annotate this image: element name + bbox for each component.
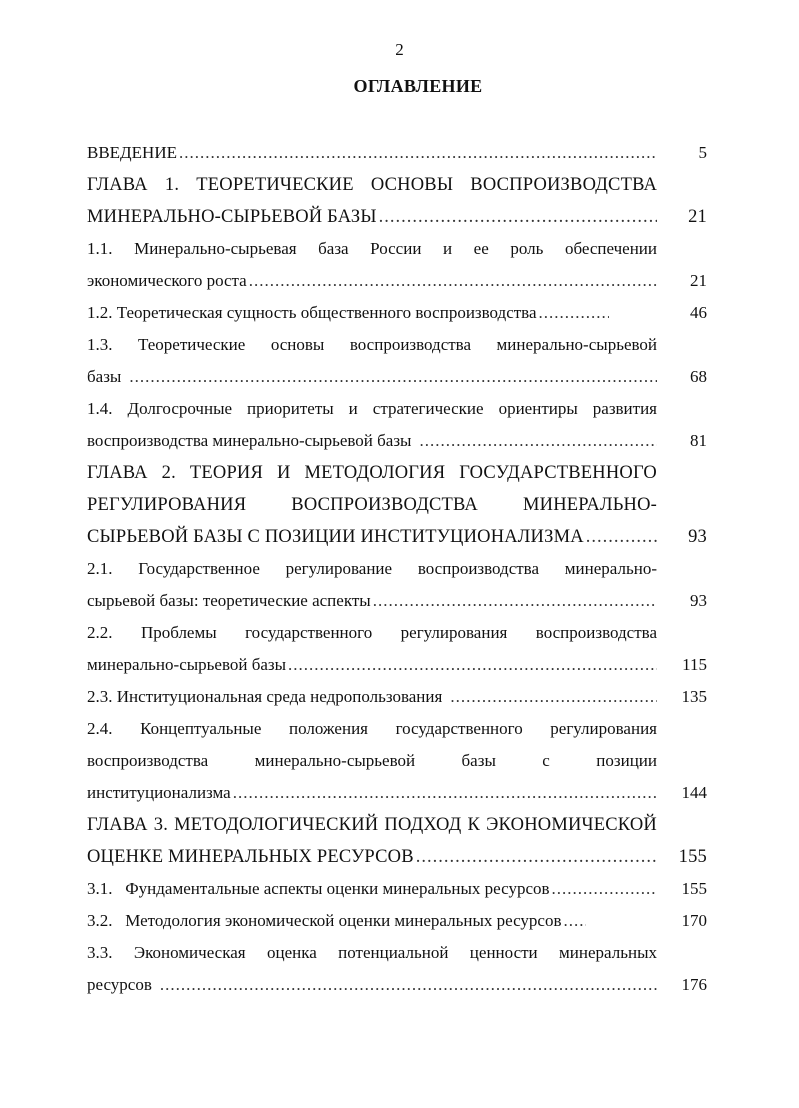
toc-entry-label: ВВЕДЕНИЕ	[87, 143, 177, 162]
toc-entry-label: минерально-сырьевой базы	[87, 655, 287, 674]
toc-section-1-2[interactable]	[87, 297, 707, 329]
toc-entry-label: 2.3. Институциональная среда недропользования	[87, 687, 443, 706]
toc-chapter-2-line2[interactable]: РЕГУЛИРОВАНИЯ ВОСПРОИЗВОДСТВА МИНЕРАЛЬНО-	[87, 495, 657, 515]
toc-leader-dots	[539, 297, 609, 329]
toc-entry-page: 144	[681, 783, 707, 802]
toc-entry-page: 170	[681, 911, 707, 930]
toc-leader-dots	[552, 873, 657, 905]
toc-leader-dots	[416, 841, 657, 873]
toc-entry-intro[interactable]	[87, 137, 707, 169]
toc-entry-label: МИНЕРАЛЬНО-СЫРЬЕВОЙ БАЗЫ	[87, 207, 377, 227]
toc-leader-dots	[179, 137, 657, 169]
toc-section-3-3-line2[interactable]	[87, 969, 707, 1001]
toc-section-2-4-line1[interactable]: 2.4. Концептуальные положения государственного регулирования	[87, 719, 657, 738]
toc-entry-page: 46	[690, 303, 707, 322]
toc-entry-page: 93	[688, 527, 707, 547]
toc-leader-dots	[586, 521, 657, 553]
toc-leader-dots	[249, 265, 657, 297]
toc-entry-label: базы	[87, 367, 122, 386]
toc-chapter-2-line3[interactable]	[87, 521, 707, 553]
toc-entry-page: 93	[690, 591, 707, 610]
toc-entry-label: экономического роста	[87, 271, 247, 290]
toc-entry-page: 155	[681, 879, 707, 898]
toc-section-1-4-line2[interactable]	[87, 425, 707, 457]
toc-section-1-4-line1[interactable]: 1.4. Долгосрочные приоритеты и стратегические ориентиры развития	[87, 399, 657, 418]
toc-section-2-1-line1[interactable]: 2.1. Государственное регулирование воспроизводства минерально-	[87, 559, 657, 578]
toc-entry-label: 1.2. Теоретическая сущность общественного воспроизводства	[87, 303, 537, 322]
toc-section-1-3-line2[interactable]	[87, 361, 707, 393]
toc-section-3-1[interactable]	[87, 873, 707, 905]
toc-section-2-2-line1[interactable]: 2.2. Проблемы государственного регулирования воспроизводства	[87, 623, 657, 642]
toc-chapter-1-line1[interactable]: ГЛАВА 1. ТЕОРЕТИЧЕСКИЕ ОСНОВЫ ВОСПРОИЗВОДСТВА	[87, 175, 657, 195]
page-number: 2	[395, 40, 404, 59]
toc-chapter-2-line1[interactable]: ГЛАВА 2. ТЕОРИЯ И МЕТОДОЛОГИЯ ГОСУДАРСТВЕННОГО	[87, 463, 657, 483]
toc-section-1-1-line1[interactable]: 1.1. Минерально-сырьевая база России и ее роль обеспечении	[87, 239, 657, 258]
toc-section-2-3[interactable]	[87, 681, 707, 713]
toc-entry-label: институционализма	[87, 783, 231, 802]
toc-leader-dots	[129, 361, 657, 393]
toc-section-2-4-line2[interactable]: воспроизводства минерально-сырьевой базы с позиции	[87, 751, 657, 770]
toc-entry-page: 68	[690, 367, 707, 386]
toc-entry-page: 155	[678, 847, 707, 867]
toc-leader-dots	[373, 585, 657, 617]
toc-section-2-4-line3[interactable]	[87, 777, 707, 809]
toc-leader-dots	[419, 425, 657, 457]
toc-leader-dots	[160, 969, 657, 1001]
toc-entry-page: 115	[682, 655, 707, 674]
toc-leader-dots	[288, 649, 657, 681]
toc-entry-label: сырьевой базы: теоретические аспекты	[87, 591, 371, 610]
toc-section-1-1-line2[interactable]	[87, 265, 707, 297]
toc-section-3-3-line1[interactable]: 3.3. Экономическая оценка потенциальной ценности минеральных	[87, 943, 657, 962]
toc-entry-page: 21	[688, 207, 707, 227]
toc-entry-page: 81	[690, 431, 707, 450]
toc-entry-label: воспроизводства минерально-сырьевой базы	[87, 431, 412, 450]
toc-leader-dots	[379, 201, 657, 233]
toc-section-2-2-line2[interactable]	[87, 649, 707, 681]
toc-chapter-3-line1[interactable]: ГЛАВА 3. МЕТОДОЛОГИЧЕСКИЙ ПОДХОД К ЭКОНОМИЧЕСКОЙ	[87, 815, 657, 835]
toc-chapter-3-line2[interactable]	[87, 841, 707, 873]
page-title: ОГЛАВЛЕНИЕ	[353, 76, 483, 96]
toc-leader-dots	[233, 777, 657, 809]
toc-section-3-2[interactable]	[87, 905, 707, 937]
toc-entry-label: СЫРЬЕВОЙ БАЗЫ С ПОЗИЦИИ ИНСТИТУЦИОНАЛИЗМА	[87, 527, 584, 547]
toc-entry-page: 135	[681, 687, 707, 706]
toc-entry-page: 21	[690, 271, 707, 290]
toc-entry-page: 5	[698, 143, 707, 162]
toc-entry-label: 3.2. Методология экономической оценки минеральных ресурсов	[87, 911, 562, 930]
toc-chapter-1-line2[interactable]	[87, 201, 707, 233]
toc-leader-dots	[450, 681, 657, 713]
toc-section-1-3-line1[interactable]: 1.3. Теоретические основы воспроизводства минерально-сырьевой	[87, 335, 657, 354]
toc-entry-label: ресурсов	[87, 975, 152, 994]
toc-entry-page: 176	[681, 975, 707, 994]
table-of-contents	[87, 137, 707, 1001]
toc-leader-dots	[564, 905, 586, 937]
toc-entry-label: ОЦЕНКЕ МИНЕРАЛЬНЫХ РЕСУРСОВ	[87, 847, 414, 867]
toc-section-2-1-line2[interactable]	[87, 585, 707, 617]
toc-entry-label: 3.1. Фундаментальные аспекты оценки минеральных ресурсов	[87, 879, 550, 898]
